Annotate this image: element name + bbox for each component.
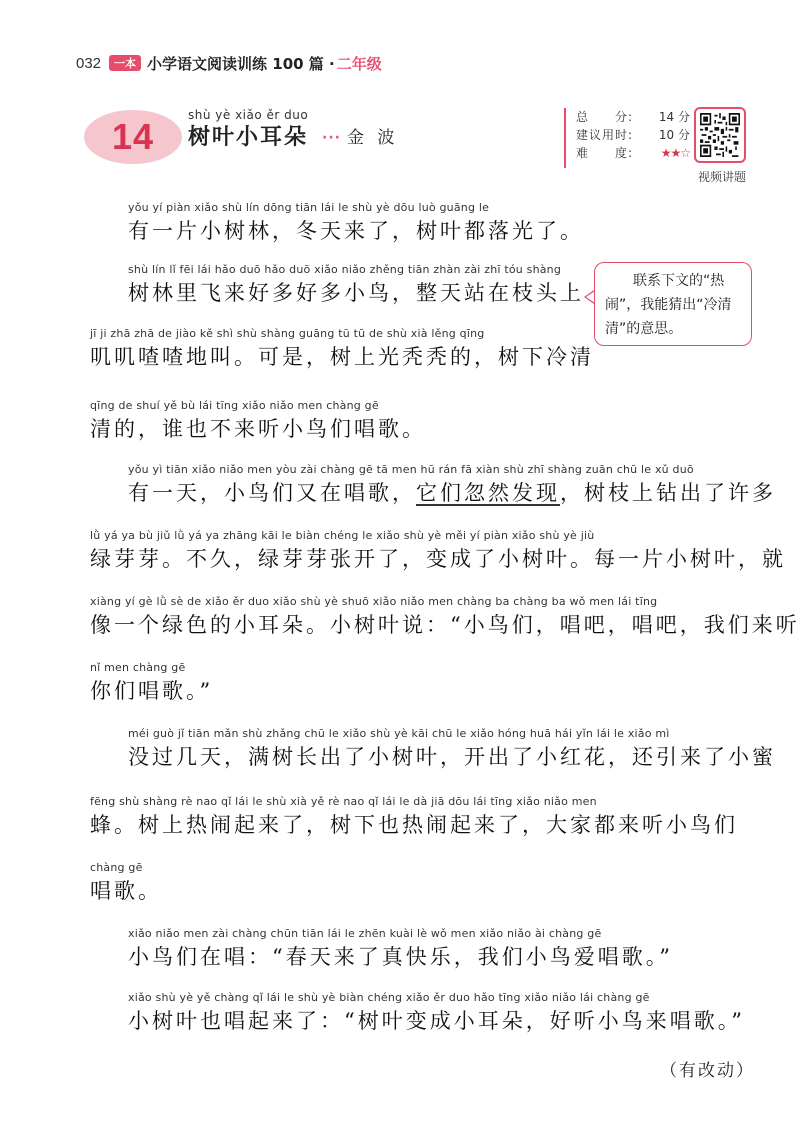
book-title: 小学语文阅读训练 100 篇 · [147,54,335,73]
lesson-number-badge [84,110,182,164]
brand-logo: 一本 [109,55,141,71]
score-value: 14 分 [658,110,690,124]
pinyin-line: xiàng yí gè lǜ sè de xiǎo ěr duo xiǎo shù yè shuō xiǎo niǎo men chàng ba chàng ba wǒ men lái tīng [90,595,658,608]
lesson-title: 树叶小耳朵 [188,125,309,150]
pinyin-line: méi guò jǐ tiān mǎn shù zhǎng chū le xiǎo shù yè kāi chū le xiǎo hóng huā hái yǐn lái le xiǎo mì [128,727,670,740]
page-header [76,52,382,74]
lesson-number: 14 [111,116,155,157]
text-line [128,478,776,508]
qr-code-icon[interactable] [700,113,740,157]
pinyin-line: shù lín lǐ fēi lái hǎo duō hǎo duō xiǎo niǎo zhěng tiān zhàn zài zhī tóu shàng [128,263,562,276]
author-name: 金 波 [346,128,399,148]
underlined-sentence: 它们忽然发现 [416,481,560,505]
passage-line [90,398,426,444]
difficulty-label: 难 度: [576,146,634,160]
passage-line [90,794,738,840]
passage-line [128,262,584,308]
passage-line [128,726,776,772]
pinyin-line: nǐ men chàng gē [90,661,186,674]
text-line: 有一片小树林，冬天来了，树叶都落光了。 [128,219,584,243]
pinyin-line: chàng gē [90,861,143,874]
passage-line [128,200,584,246]
pinyin-line: yǒu yí piàn xiǎo shù lín dōng tiān lái le shù yè dōu luò guāng le [128,201,490,214]
passage-line [128,926,673,972]
text-line: 没过几天，满树长出了小树叶，开出了小红花，还引来了小蜜 [128,745,776,769]
page-number: 032 [76,54,102,72]
passage-line [90,528,786,574]
passage-line [90,660,213,706]
qr-code-frame[interactable] [694,107,746,163]
text-line: 绿芽芽。不久，绿芽芽张开了，变成了小树叶。每一片小树叶，就 [90,547,786,571]
passage-line [90,594,800,640]
time-label: 建议用时: [576,128,634,142]
time-value: 10 分 [658,128,690,142]
margin-note: 联系下文的“热闹”，我能猜出“冷清清”的意思。 [594,262,752,346]
difficulty-row [576,144,690,162]
text-line: 小树叶也唱起来了：“树叶变成小耳朵，好听小鸟来唱歌。” [128,1009,745,1033]
source-note: （有改动） [660,1061,755,1081]
time-row [576,126,690,144]
pinyin-line: lǜ yá ya bù jiǔ lǜ yá ya zhāng kāi le biàn chéng le xiǎo shù yè měi yí piàn xiǎo shù yè jiù [90,529,595,542]
pinyin-line: yǒu yì tiān xiǎo niǎo men yòu zài chàng gē tā men hū rán fā xiàn shù zhī shàng zuān chū le xǔ duō [128,463,694,476]
passage-line [128,462,776,508]
pinyin-line: qīng de shuí yě bù lái tīng xiǎo niǎo men chàng gē [90,399,379,412]
pinyin-line: jī ji zhā zhā de jiào kě shì shù shàng guāng tū tū de shù xià lěng qīng [90,327,485,340]
text-segment: ，树枝上钻出了许多 [560,481,776,505]
text-segment: 有一天，小鸟们又在唱歌， [128,481,416,505]
pinyin-line: fēng shù shàng rè nao qǐ lái le shù xià yě rè nao qǐ lái le dà jiā dōu lái tīng xiǎo niǎo men [90,795,597,808]
text-line: 小鸟们在唱：“春天来了真快乐，我们小鸟爱唱歌。” [128,945,673,969]
text-line: 唱歌。 [90,879,162,903]
exercise-info-box [564,108,690,168]
text-line: 蜂。树上热闹起来了，树下也热闹起来了，大家都来听小鸟们 [90,813,738,837]
pinyin-line: xiǎo niǎo men zài chàng chūn tiān lái le zhēn kuài lè wǒ men xiǎo niǎo ài chàng gē [128,927,602,940]
title-dots: ··· [322,130,341,146]
text-line: 你们唱歌。” [90,679,214,703]
difficulty-stars: ★★☆ [660,146,690,160]
book-grade: 二年级 [336,54,382,73]
note-pointer [584,290,594,304]
score-row [576,108,690,126]
lesson-title-row [188,124,398,152]
passage-line [128,990,745,1036]
pinyin-line: xiǎo shù yè yě chàng qǐ lái le shù yè biàn chéng xiǎo ěr duo hǎo tīng xiǎo niǎo lái chàng gē [128,991,650,1004]
score-label: 总 分: [576,110,634,124]
text-line: 树林里飞来好多好多小鸟，整天站在枝头上 [128,281,584,305]
text-line: 像一个绿色的小耳朵。小树叶说：“小鸟们，唱吧，唱吧，我们来听 [90,613,800,637]
lesson-title-pinyin: shù yè xiǎo ěr duo [188,108,309,122]
text-line: 清的，谁也不来听小鸟们唱歌。 [90,417,426,441]
lesson-title-block [188,108,398,152]
text-line: 叽叽喳喳地叫。可是，树上光秃秃的，树下冷清 [90,345,594,369]
qr-code-label: 视频讲题 [697,170,746,184]
passage-line [90,326,594,372]
passage-line [90,860,162,906]
